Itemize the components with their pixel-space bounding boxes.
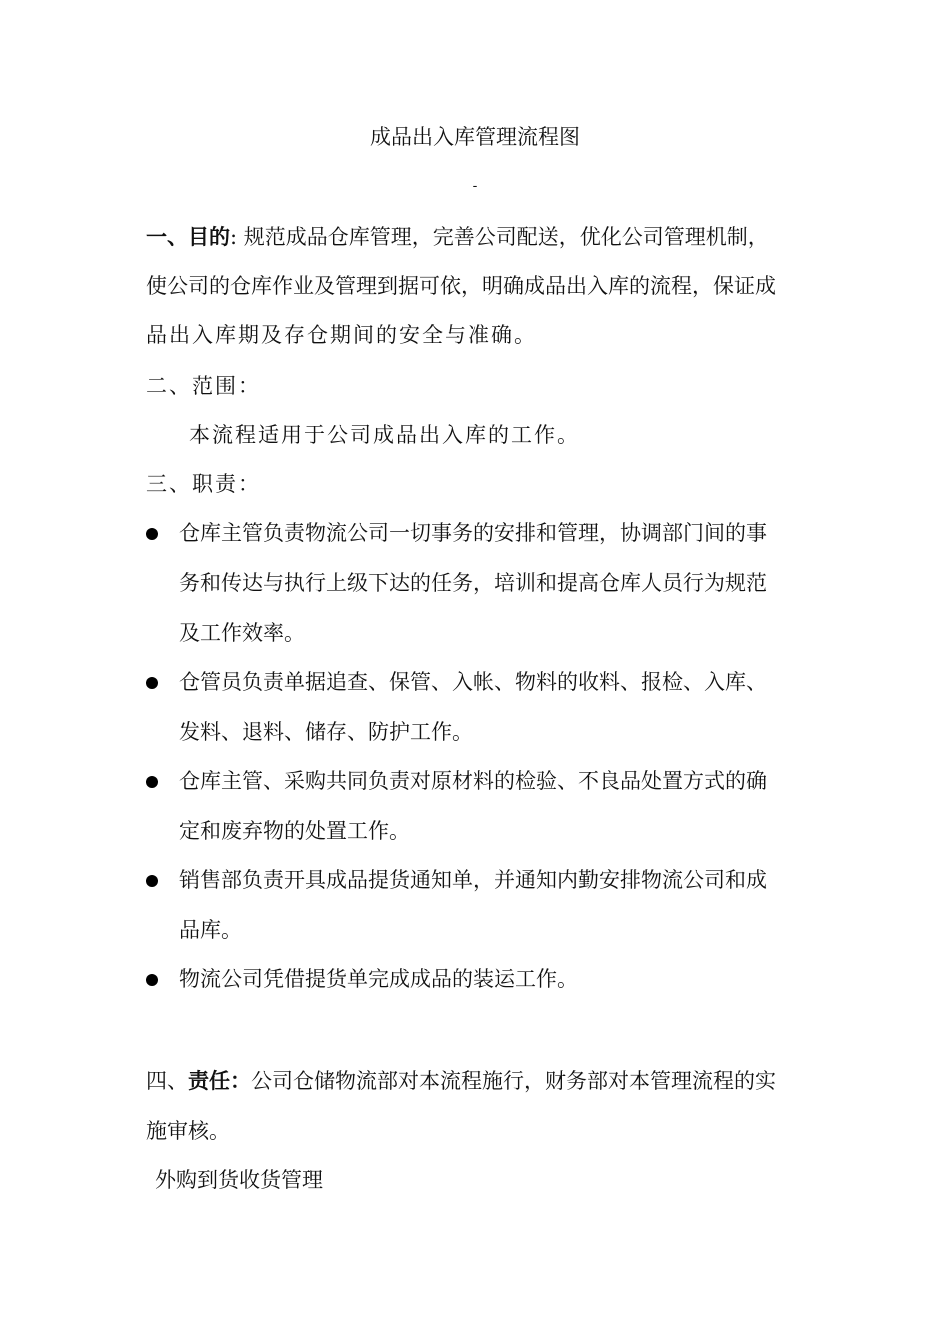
- purpose-colon: :: [230, 225, 238, 249]
- purpose-line-1: [146, 222, 769, 252]
- bullet-icon: [146, 528, 158, 540]
- dash-mark: -: [472, 178, 478, 194]
- duty-2-line-2: 发料、退料、储存、防护工作。: [179, 720, 473, 744]
- responsibility-line-1: [146, 1066, 776, 1096]
- duty-1-line-3: 及工作效率。: [179, 621, 305, 645]
- bullet-icon: [146, 974, 158, 986]
- scope-heading: 二、范围：: [146, 374, 261, 398]
- responsibility-label: 责任：: [188, 1068, 251, 1093]
- responsibility-line-2: 施审核。: [146, 1119, 230, 1143]
- purpose-text-1: 规范成品仓库管理，完善公司配送，优化公司管理机制，: [243, 225, 769, 249]
- responsibility-text-1: 公司仓储物流部对本流程施行，财务部对本管理流程的实: [251, 1069, 776, 1093]
- duty-1-line-1: 仓库主管负责物流公司一切事务的安排和管理，协调部门间的事: [179, 521, 767, 545]
- duties-heading: 三、职责：: [146, 472, 261, 496]
- bullet-icon: [146, 776, 158, 788]
- subheading: 外购到货收货管理: [155, 1168, 323, 1192]
- responsibility-prefix: 四、: [146, 1069, 188, 1093]
- purpose-line-2: 使公司的仓库作业及管理到据可依，明确成品出入库的流程，保证成: [146, 274, 776, 298]
- bullet-icon: [146, 677, 158, 689]
- document-title: 成品出入库管理流程图: [370, 125, 580, 149]
- duty-3-line-1: 仓库主管、采购共同负责对原材料的检验、不良品处置方式的确: [179, 769, 767, 793]
- purpose-line-3: 品出入库期及存仓期间的安全与准确。: [146, 323, 537, 347]
- purpose-label: 一、目的: [146, 224, 230, 249]
- duty-2-line-1: 仓管员负责单据追查、保管、入帐、物料的收料、报检、入库、: [179, 670, 767, 694]
- bullet-icon: [146, 875, 158, 887]
- duty-4-line-2: 品库。: [179, 918, 242, 942]
- duty-3-line-2: 定和废弃物的处置工作。: [179, 819, 410, 843]
- duty-5-line-1: 物流公司凭借提货单完成成品的装运工作。: [179, 967, 578, 991]
- duty-4-line-1: 销售部负责开具成品提货通知单，并通知内勤安排物流公司和成: [179, 868, 767, 892]
- scope-text: 本流程适用于公司成品出入库的工作。: [189, 423, 580, 447]
- duty-1-line-2: 务和传达与执行上级下达的任务，培训和提高仓库人员行为规范: [179, 571, 767, 595]
